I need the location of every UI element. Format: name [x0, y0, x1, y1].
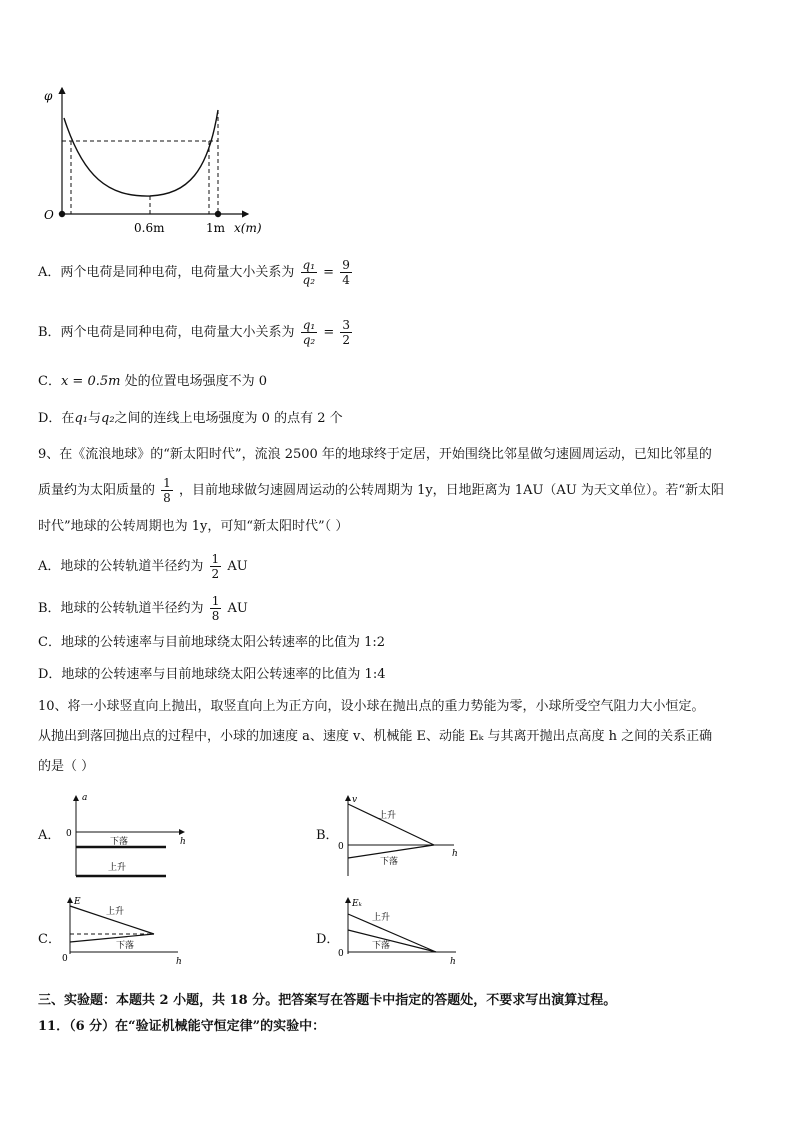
q9-b-text: B．地球的公转轨道半径约为 [38, 601, 204, 616]
ga-y-label: a [82, 793, 88, 803]
q10-stem-line3: 的是（ ） [38, 759, 95, 774]
q8-c-label: C． [38, 374, 61, 389]
q8-d-q1: q₁ [74, 411, 88, 426]
q8-c-math: x = 0.5m [60, 374, 121, 389]
section-3-heading: 三、实验题：本题共 2 小题，共 18 分。把答案写在答题卡中指定的答题处，不要求写出演算过程。 [38, 993, 617, 1008]
gb-down-label: 下落 [380, 857, 399, 867]
gb-up-label: 上升 [378, 811, 397, 821]
ga-up-label: 上升 [108, 863, 127, 873]
x-label: x(m) [234, 221, 262, 235]
gc-x-label: h [176, 957, 182, 967]
q9-l2-pre: 质量约为太阳质量的 [38, 483, 156, 498]
q8-b-ratio [340, 318, 352, 347]
q8-b-eq: = [323, 325, 335, 340]
potential-graph [38, 82, 278, 242]
q8-d-label: D．在 [38, 411, 75, 426]
q8-c-text: 处的位置电场强度不为 0 [120, 374, 267, 389]
ga-x-label: h [180, 837, 186, 847]
gd-up-label: 上升 [372, 913, 391, 923]
q8-d-text: 之间的连线上电场强度为 0 的点有 2 个 [114, 411, 343, 426]
q10-graph-d [336, 894, 466, 972]
q9-b-frac [210, 594, 222, 623]
q9-l2-post: ，目前地球做匀速圆周运动的公转周期为 1y，日地距离为 1AU（AU 为天文单位）。若“新太阳 [178, 483, 725, 498]
q9-a-unit: AU [227, 559, 248, 574]
q9-a-num: 1 [211, 552, 220, 566]
q9-a-text: A．地球的公转轨道半径约为 [38, 559, 204, 574]
gb-y-label: v [352, 795, 358, 805]
q9-stem-line2 [38, 476, 724, 505]
q10-graph-c [58, 894, 198, 972]
q8-option-c [38, 373, 267, 391]
q8-b-den: q₂ [302, 333, 316, 347]
q9-a-frac [210, 552, 222, 581]
gd-x-label: h [450, 957, 456, 967]
q9-l2-den: 8 [163, 491, 171, 505]
ga-down-label: 下落 [110, 837, 129, 847]
q9-l2-num: 1 [163, 476, 171, 490]
q10-stem-line2: 从抛出到落回抛出点的过程中，小球的加速度 a、速度 v、机械能 E、动能 Eₖ 与其离开抛出点高度 h 之间的关系正确 [38, 729, 713, 744]
potential-curve [64, 110, 218, 196]
q11-stem: 11．（6 分）在“验证机械能守恒定律”的实验中： [38, 1019, 326, 1034]
q9-b-unit: AU [227, 601, 248, 616]
gb-x-label: h [452, 849, 458, 859]
q9-b-den: 8 [211, 609, 220, 623]
tick-1-label: 1m [206, 221, 226, 235]
q8-a-num: q₁ [302, 258, 316, 272]
q8-b-rden: 2 [342, 333, 351, 347]
q8-b-num: q₁ [302, 318, 316, 332]
gd-down-label: 下落 [372, 941, 391, 951]
ga-zero: 0 [66, 829, 72, 839]
gb-zero: 0 [338, 842, 344, 852]
tick-06-label: 0.6m [134, 221, 165, 235]
q8-a-text: A．两个电荷是同种电荷，电荷量大小关系为 [38, 265, 295, 280]
q9-option-d: D．地球的公转速率与目前地球绕太阳公转速率的比值为 1:4 [38, 667, 386, 682]
q9-option-a [38, 552, 248, 581]
q9-option-b [38, 594, 248, 623]
y-label: φ [44, 89, 53, 103]
q8-a-den: q₂ [302, 273, 316, 287]
q8-option-a [38, 258, 354, 287]
q9-option-c: C．地球的公转速率与目前地球绕太阳公转速率的比值为 1:2 [38, 635, 386, 650]
q10-stem-line1: 10、将一小球竖直向上抛出，取竖直向上为正方向，设小球在抛出点的重力势能为零，小球所受空气阻力大小恒定。 [38, 699, 705, 714]
q10-option-b-label: B． [316, 828, 339, 843]
q10-option-d-label: D． [316, 932, 340, 947]
q8-a-ratio [340, 258, 352, 287]
gc-down-label: 下落 [116, 941, 135, 951]
q10-graph-a [62, 790, 202, 880]
q8-a-eq: = [323, 265, 335, 280]
q8-b-frac [301, 318, 318, 347]
gc-y-label: E [74, 897, 81, 907]
q9-stem-line3: 时代”地球的公转周期也为 1y，可知“新太阳时代”（ ） [38, 519, 349, 534]
q8-a-frac [301, 258, 318, 287]
gd-zero: 0 [338, 949, 344, 959]
q9-b-num: 1 [211, 594, 220, 608]
q10-option-c-label: C． [38, 932, 61, 947]
q10-option-a-label: A． [38, 828, 61, 843]
q8-b-rnum: 3 [342, 318, 351, 332]
q8-b-text: B．两个电荷是同种电荷，电荷量大小关系为 [38, 325, 295, 340]
gd-y-label: Eₖ [352, 899, 362, 909]
origin-label: O [44, 208, 54, 222]
q9-l2-frac [161, 476, 173, 505]
q9-stem-line1: 9、在《流浪地球》的“新太阳时代”，流浪 2500 年的地球终于定居，开始围绕比邻星做匀速圆周运动，已知比邻星的 [38, 447, 712, 462]
gc-zero: 0 [62, 954, 68, 964]
q8-d-q2: q₂ [101, 411, 115, 426]
q8-option-d [38, 410, 343, 428]
q8-a-rden: 4 [342, 273, 350, 287]
one-m-dot [215, 211, 221, 217]
q8-d-mid: 与 [87, 411, 101, 426]
q8-option-b [38, 318, 354, 347]
gc-down-line [70, 934, 154, 942]
origin-dot [59, 211, 65, 217]
gc-up-label: 上升 [106, 907, 125, 917]
q9-a-den: 2 [211, 567, 220, 581]
q8-a-rnum: 9 [342, 258, 350, 272]
q10-graph-b [334, 790, 464, 880]
